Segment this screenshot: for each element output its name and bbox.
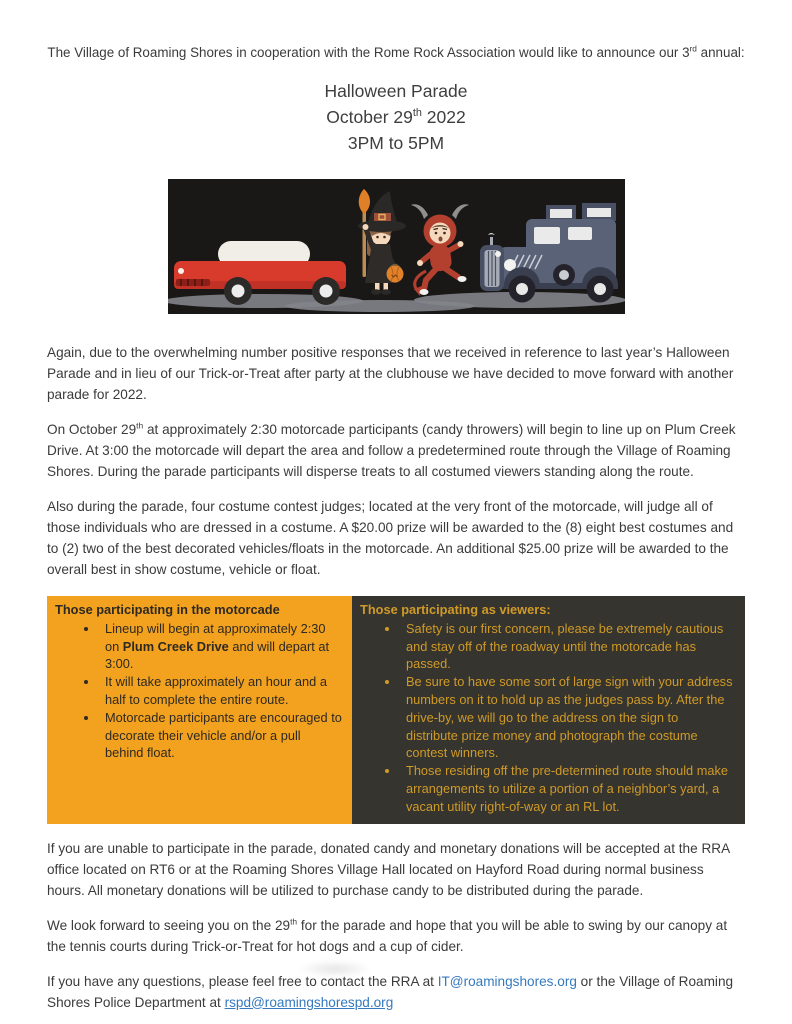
event-date [47,104,745,130]
scan-artifact [298,960,372,978]
paragraph-looking-forward-text: We look forward to seeing you on the 29 [47,917,291,933]
rra-email-link[interactable]: IT@roamingshores.org [437,973,577,989]
info-boxes [47,596,745,824]
bullet-text-after: and will depart at 3:00. [105,638,330,672]
looking-forward-superscript: th [290,916,298,927]
viewers-box [352,596,745,824]
viewers-bullet-list [360,620,733,816]
paragraph-lineup-text-after: at approximately 2:30 motorcade participants (candy throwers) will begin to line up on Plum Creek Drive. At 3:00 the motorcade will depart the area and follow a predetermined route through the Village of Roaming Shores. During the parade participants will disperse treats to all costumed viewers standing along the route. [47,422,736,479]
contact-text: If you have any questions, please feel free to contact the RRA at [47,973,438,989]
lineup-superscript: th [136,420,144,431]
paragraph-judges: Also during the parade, four costume contest judges; located at the very front of the motorcade, will judge all of those individuals who are dressed in a costume. A $20.00 prize will be awarded to the (8) eight best costumes and to (2) two of the best decorated vehicles/floats in the motorcade. An additional $25.00 prize will be awarded to the overall best in show costume, vehicle or float. [47,499,734,577]
list-item [400,673,733,762]
motorcade-box [47,596,352,824]
list-item [400,762,733,815]
bullet-text: Safety is our first concern, please be extremely cautious and stay off of the roadway until the motorcade has passed. [406,620,724,672]
parade-illustration [168,179,625,314]
illustration-container [47,179,745,314]
paragraph-contact [47,971,745,1013]
bullet-text: Be sure to have some sort of large sign with your address numbers on it to hold up as the judges pass by. After the drive-by, we will go to the address on the sign to distribute prize money and photograph the costume contest winners. [406,674,733,761]
list-item [99,673,342,709]
viewers-box-title: Those participating as viewers: [360,602,551,617]
date-superscript: th [412,107,422,120]
intro-line [47,42,745,63]
intro-text-after: annual: [696,45,745,60]
paragraph-looking-forward-text-after: for the parade and hope that you will be able to swing by our canopy at the tennis courts during Trick-or-Treat for hot dogs and a cup of cider. [47,917,728,954]
paragraph-donations: If you are unable to participate in the parade, donated candy and monetary donations will be accepted at the RRA office located on RT6 or at the Roaming Shores Village Hall located on Hayford Road during normal business hours. All monetary donations will be utilized to purchase candy to be distributed during the parade. [47,840,730,898]
bullet-text: Those residing off the pre-determined route should make arrangements to utilize a portion of a neighbor’s yard, a vacant utility right-of-way or an RL lot. [406,763,729,814]
list-item [99,620,342,673]
page-title: Halloween Parade [324,81,468,101]
motorcade-box-title: Those participating in the motorcade [55,602,280,617]
paragraph-responses: Again, due to the overwhelming number positive responses that we received in reference to last year’s Halloween Parade and in lieu of our Trick-or-Treat after party at the clubhouse we have decided to move forward with another parade for 2022. [47,345,734,402]
paragraph-lineup [47,419,745,482]
intro-text: The Village of Roaming Shores in cooperation with the Rome Rock Association would like to announce our 3 [47,45,690,60]
motorcade-bullet-list [55,620,342,762]
contact-text-middle: or the Village of Roaming Shores Police Department at [47,973,734,1010]
list-item [99,709,342,762]
paragraph-lineup-text: On October 29 [47,422,137,437]
bullet-text: Motorcade participants are encouraged to decorate their vehicle and/or a pull behind float. [105,709,342,761]
list-item [400,620,733,673]
date-year: 2022 [421,107,466,127]
bullet-bold-text: Plum Creek Drive [122,638,229,654]
bullet-text: Lineup will begin at approximately 2:30 on [105,620,326,654]
date-text: October 29 [326,107,413,127]
intro-superscript: rd [689,43,697,54]
event-time: 3PM to 5PM [347,133,445,153]
title-block [47,78,745,156]
police-email-link[interactable]: rspd@roamingshorespd.org [224,994,394,1010]
paragraph-looking-forward [47,915,745,957]
bullet-text: It will take approximately an hour and a half to complete the entire route. [105,674,327,707]
